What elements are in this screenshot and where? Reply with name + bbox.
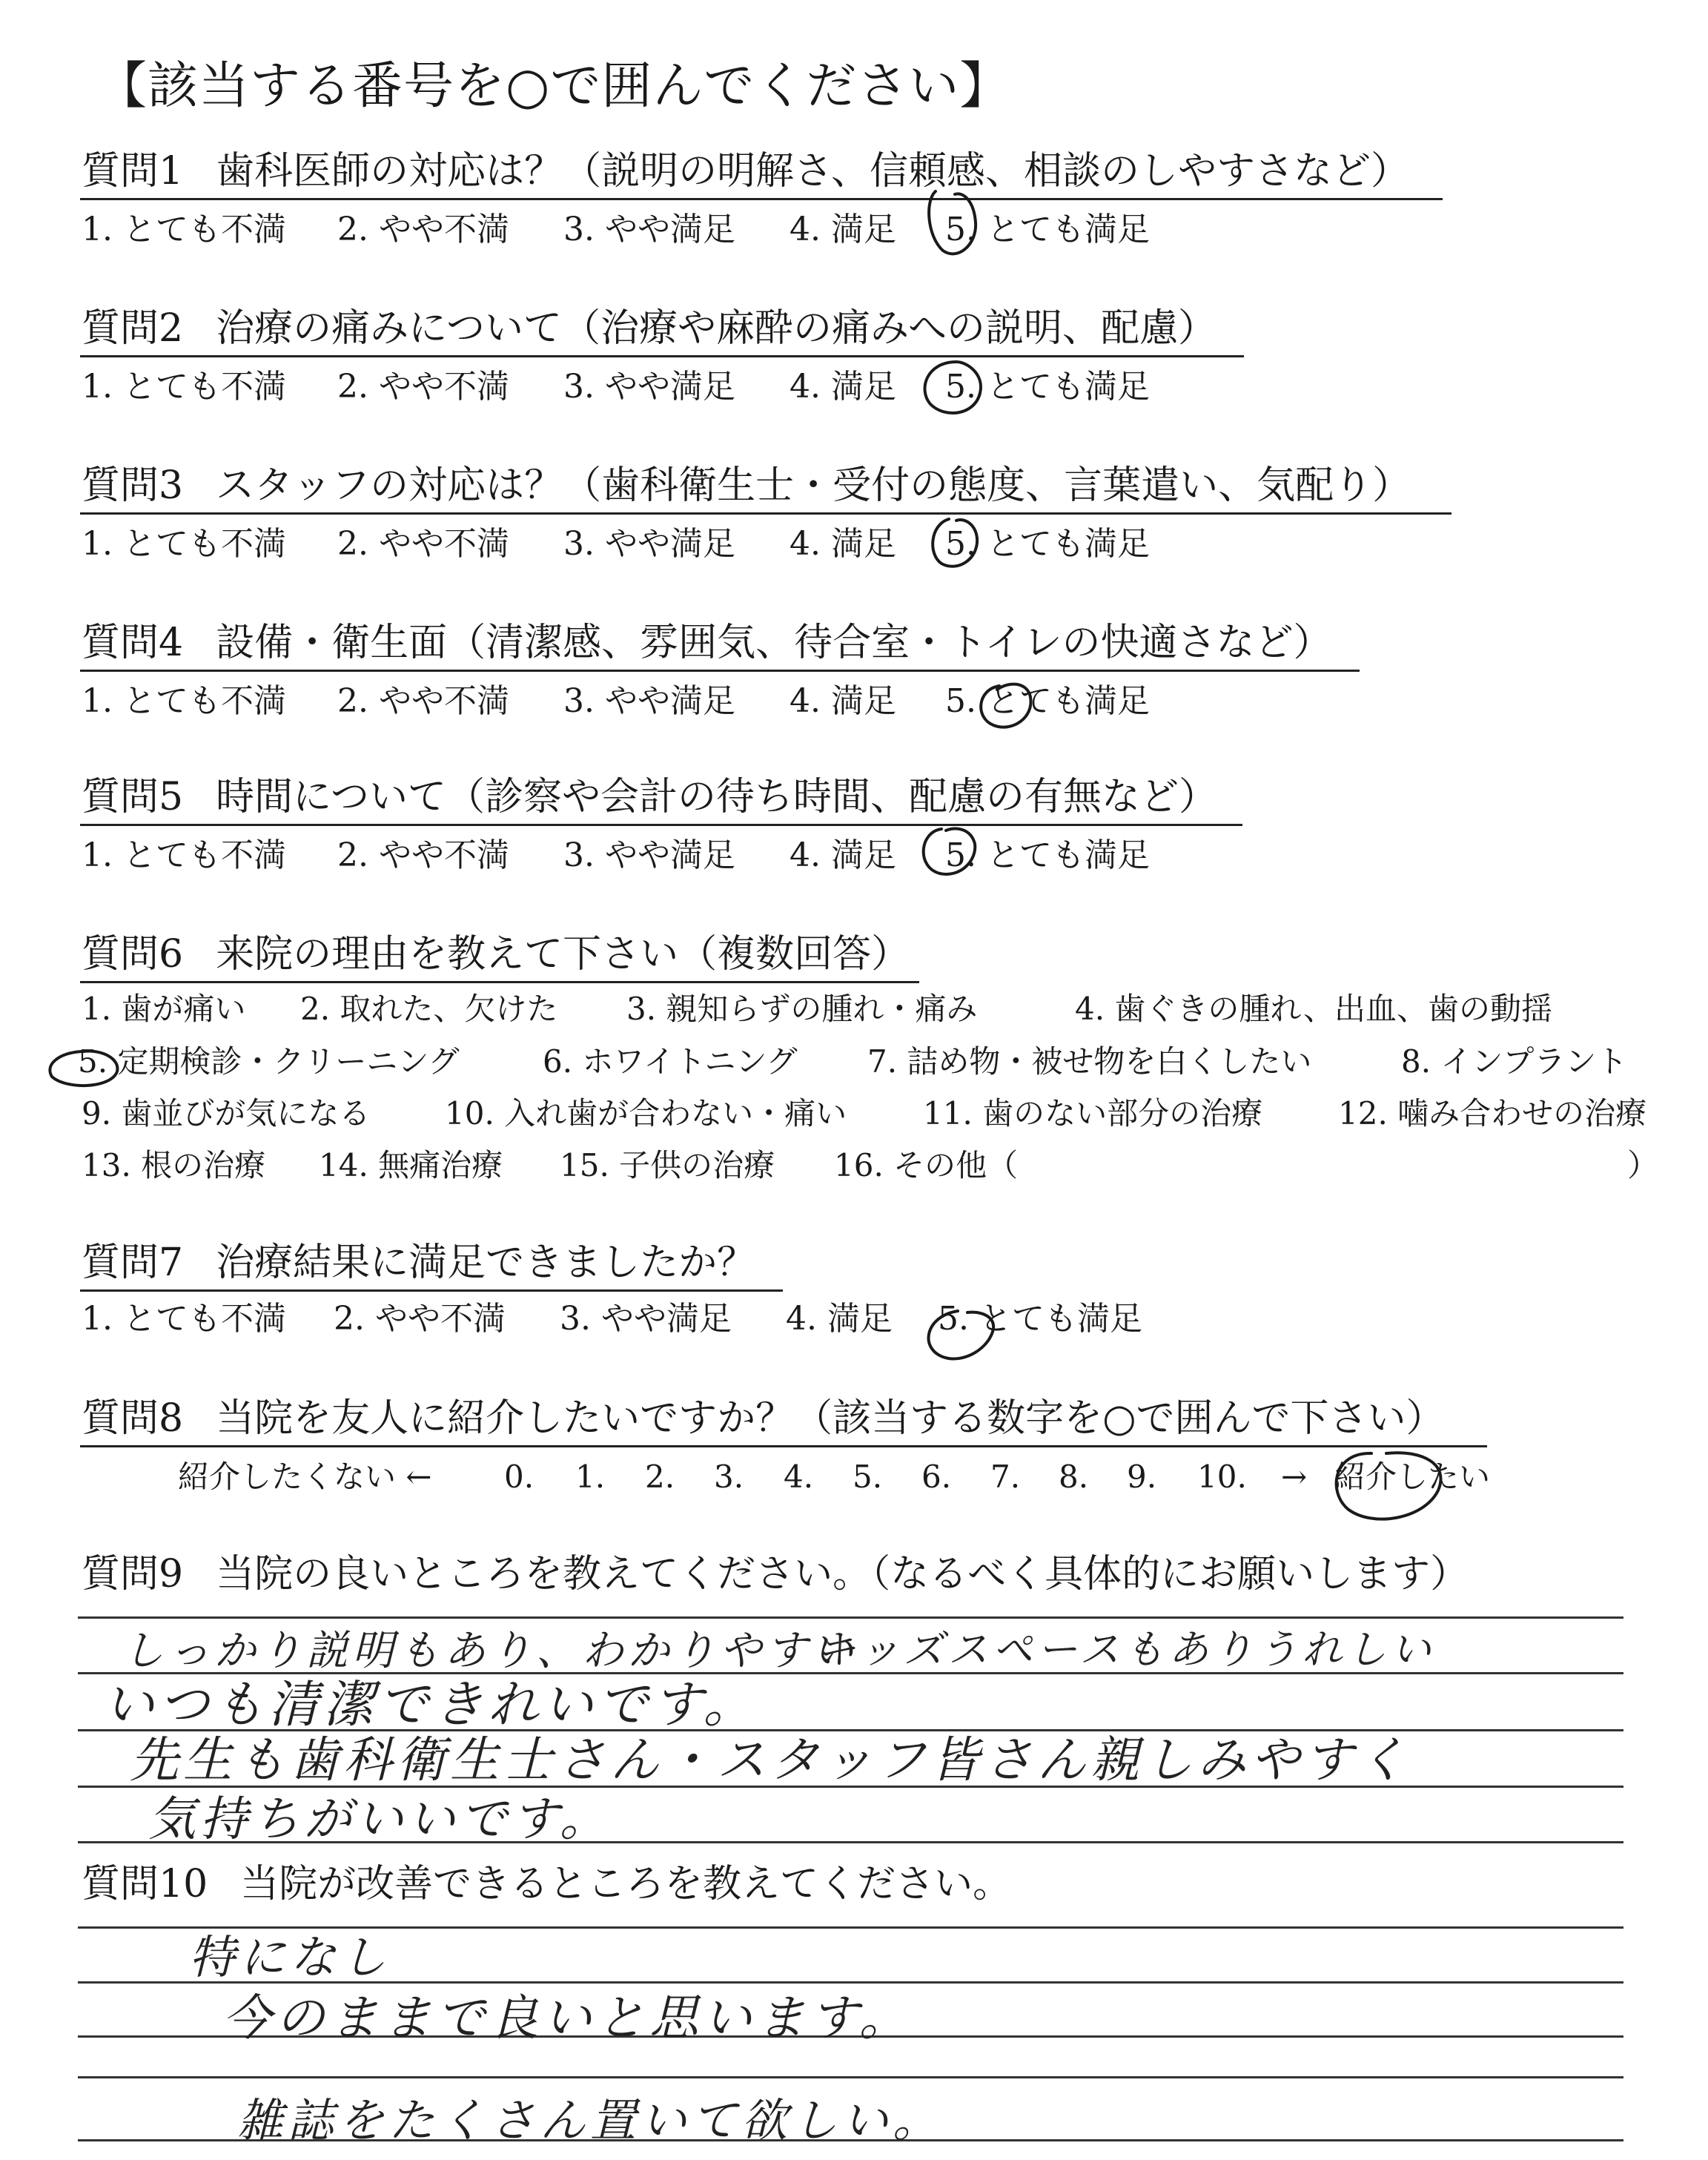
q4-option-1[interactable]: 1. とても不満	[82, 682, 286, 720]
q5-option-1[interactable]: 1. とても不満	[82, 836, 286, 874]
question-10	[82, 1861, 1011, 1907]
question-7-label: 質問7	[82, 1241, 184, 1285]
q8-number-2[interactable]: 2.	[645, 1459, 675, 1495]
question-4-text: 設備・衛生面（清潔感、雰囲気、待合室・トイレの快適さなど）	[216, 621, 1332, 665]
q6-option-14[interactable]: 14. 無痛治療	[319, 1147, 503, 1183]
q8-number-10[interactable]: 10.	[1197, 1459, 1247, 1495]
question-9-label: 質問9	[82, 1552, 184, 1596]
q7-option-3[interactable]: 3. やや満足	[560, 1300, 732, 1338]
q4-option-3[interactable]: 3. やや満足	[563, 682, 735, 720]
q2-option-1[interactable]: 1. とても不満	[82, 368, 286, 406]
q9-answer-line-4: 気持ちがいいです。	[148, 1792, 612, 1847]
q2-option-2[interactable]: 2. やや不満	[337, 368, 509, 406]
q8-number-8[interactable]: 8.	[1059, 1459, 1089, 1495]
q6-option-7[interactable]: 7. 詰め物・被せ物を白くしたい	[867, 1043, 1312, 1080]
question-8-label: 質問8	[82, 1396, 184, 1441]
q6-option-2[interactable]: 2. 取れた、欠けた	[300, 991, 558, 1027]
q4-option-5[interactable]: 5. とても満足	[945, 682, 1150, 720]
q6-option-1[interactable]: 1. 歯が痛い	[82, 991, 246, 1027]
question-1-text: 歯科医師の対応は？（説明の明解さ、信頼感、相談のしやすさなど）	[216, 149, 1410, 194]
q6-option-16[interactable]: 16. その他（	[834, 1147, 1019, 1183]
q5-option-4[interactable]: 4. 満足	[790, 836, 896, 874]
q5-option-2[interactable]: 2. やや不満	[337, 836, 509, 874]
q9-answer-line-1b: キッズスペースもありうれしい	[815, 1626, 1436, 1673]
q9-answer-line-2: いつも清潔できれいです。	[104, 1676, 758, 1734]
q5-option-3[interactable]: 3. やや満足	[563, 836, 735, 874]
q6-option-12[interactable]: 12. 噛み合わせの治療	[1338, 1095, 1647, 1132]
q1-option-2[interactable]: 2. やや不満	[337, 211, 509, 248]
question-1-label: 質問1	[82, 149, 184, 194]
q8-number-1[interactable]: 1.	[575, 1459, 606, 1495]
q6-option-4[interactable]: 4. 歯ぐきの腫れ、出血、歯の動揺	[1075, 991, 1552, 1027]
question-3-underline	[80, 512, 1452, 515]
q3-option-5[interactable]: 5. とても満足	[945, 525, 1150, 563]
q7-option-4[interactable]: 4. 満足	[786, 1300, 893, 1338]
question-5-underline	[80, 824, 1242, 826]
q8-number-9[interactable]: 9.	[1127, 1459, 1157, 1495]
q8-number-5[interactable]: 5.	[853, 1459, 883, 1495]
q2-option-3[interactable]: 3. やや満足	[563, 368, 735, 406]
question-7-underline	[80, 1289, 783, 1292]
q9-answer-line-3: 先生も歯科衛生士さん・スタッフ皆さん親しみやすく	[130, 1731, 1411, 1789]
q8-right-label[interactable]: 紹介したい	[1334, 1459, 1491, 1495]
question-6-label: 質問6	[82, 932, 184, 977]
question-4-underline	[80, 670, 1360, 672]
question-2-underline	[80, 355, 1244, 357]
question-3-label: 質問3	[82, 463, 184, 508]
q9-answer-line-1a: しっかり説明もあり、わかりやすい	[122, 1627, 858, 1675]
page-title: 【該当する番号を○で囲んでください】	[96, 57, 1011, 116]
question-6	[82, 931, 910, 977]
q8-right-arrow: →	[1281, 1459, 1308, 1495]
question-1-underline	[80, 198, 1443, 200]
question-3-text: スタッフの対応は？（歯科衛生士・受付の態度、言葉遣い、気配り）	[216, 463, 1411, 508]
q2-option-5[interactable]: 5. とても満足	[945, 368, 1150, 406]
question-7	[82, 1240, 755, 1286]
q4-option-4[interactable]: 4. 満足	[790, 682, 896, 720]
question-1	[82, 148, 1409, 194]
q1-option-4[interactable]: 4. 満足	[790, 211, 896, 248]
q6-option-3[interactable]: 3. 親知らずの腫れ・痛み	[626, 991, 978, 1027]
q6-option-10[interactable]: 10. 入れ歯が合わない・痛い	[445, 1095, 847, 1132]
q3-option-1[interactable]: 1. とても不満	[82, 525, 286, 563]
question-5-text: 時間について（診察や会計の待ち時間、配慮の有無など）	[216, 775, 1218, 819]
q2-option-4[interactable]: 4. 満足	[790, 368, 896, 406]
q1-option-3[interactable]: 3. やや満足	[563, 211, 735, 248]
question-7-text: 治療結果に満足できましたか？	[216, 1241, 756, 1285]
question-9-text: 当院の良いところを教えてください。（なるべく具体的にお願いします）	[216, 1552, 1469, 1596]
q6-option-8[interactable]: 8. インプラント	[1401, 1043, 1628, 1080]
q6-option-11[interactable]: 11. 歯のない部分の治療	[923, 1095, 1263, 1132]
q3-option-4[interactable]: 4. 満足	[790, 525, 896, 563]
question-6-text: 来院の理由を教えて下さい（複数回答）	[216, 932, 910, 977]
q8-number-0[interactable]: 0.	[504, 1459, 534, 1495]
q6-option-13[interactable]: 13. 根の治療	[82, 1147, 266, 1183]
q6-option-15[interactable]: 15. 子供の治療	[560, 1147, 775, 1183]
question-2-label: 質問2	[82, 306, 184, 351]
q8-number-3[interactable]: 3.	[714, 1459, 744, 1495]
question-6-underline	[80, 981, 919, 983]
q10-rule-4	[78, 2076, 1623, 2078]
q7-option-1[interactable]: 1. とても不満	[82, 1300, 286, 1338]
question-9	[82, 1551, 1469, 1597]
q8-number-6[interactable]: 6.	[921, 1459, 952, 1495]
q6-option-6[interactable]: 6. ホワイトニング	[543, 1043, 798, 1080]
q10-answer-line-1: 特になし	[189, 1930, 391, 1984]
question-10-label: 質問10	[82, 1862, 208, 1906]
question-8	[82, 1396, 1444, 1441]
q10-answer-line-2: 今のままで良いと思います。	[222, 1989, 913, 2047]
q10-answer-line-3: 雑誌をたくさん置いて欲しい。	[237, 2093, 944, 2147]
question-4	[82, 620, 1332, 666]
q8-number-4[interactable]: 4.	[784, 1459, 814, 1495]
q5-option-5[interactable]: 5. とても満足	[945, 836, 1150, 874]
q7-option-5[interactable]: 5. とても満足	[938, 1300, 1142, 1338]
q1-option-1[interactable]: 1. とても不満	[82, 211, 286, 248]
question-2	[82, 305, 1217, 351]
question-3	[82, 463, 1411, 509]
question-5	[82, 774, 1217, 820]
q3-option-3[interactable]: 3. やや満足	[563, 525, 735, 563]
q6-other-close: ）	[1627, 1147, 1659, 1183]
question-4-label: 質問4	[82, 621, 184, 665]
question-10-text: 当院が改善できるところを教えてください。	[240, 1862, 1012, 1906]
question-8-underline	[80, 1445, 1487, 1447]
q8-left-label: 紹介したくない ←	[178, 1459, 432, 1495]
question-8-text: 当院を友人に紹介したいですか？（該当する数字を○で囲んで下さい）	[216, 1396, 1445, 1441]
q4-option-2[interactable]: 2. やや不満	[337, 682, 509, 720]
q7-option-2[interactable]: 2. やや不満	[334, 1300, 506, 1338]
q6-option-5[interactable]: 5. 定期検診・クリーニング	[78, 1043, 460, 1080]
question-2-text: 治療の痛みについて（治療や麻酔の痛みへの説明、配慮）	[216, 306, 1217, 351]
q1-option-5[interactable]: 5. とても満足	[945, 211, 1150, 248]
q6-option-9[interactable]: 9. 歯並びが気になる	[82, 1095, 371, 1132]
q3-option-2[interactable]: 2. やや不満	[337, 525, 509, 563]
q8-number-7[interactable]: 7.	[990, 1459, 1021, 1495]
question-5-label: 質問5	[82, 775, 184, 819]
